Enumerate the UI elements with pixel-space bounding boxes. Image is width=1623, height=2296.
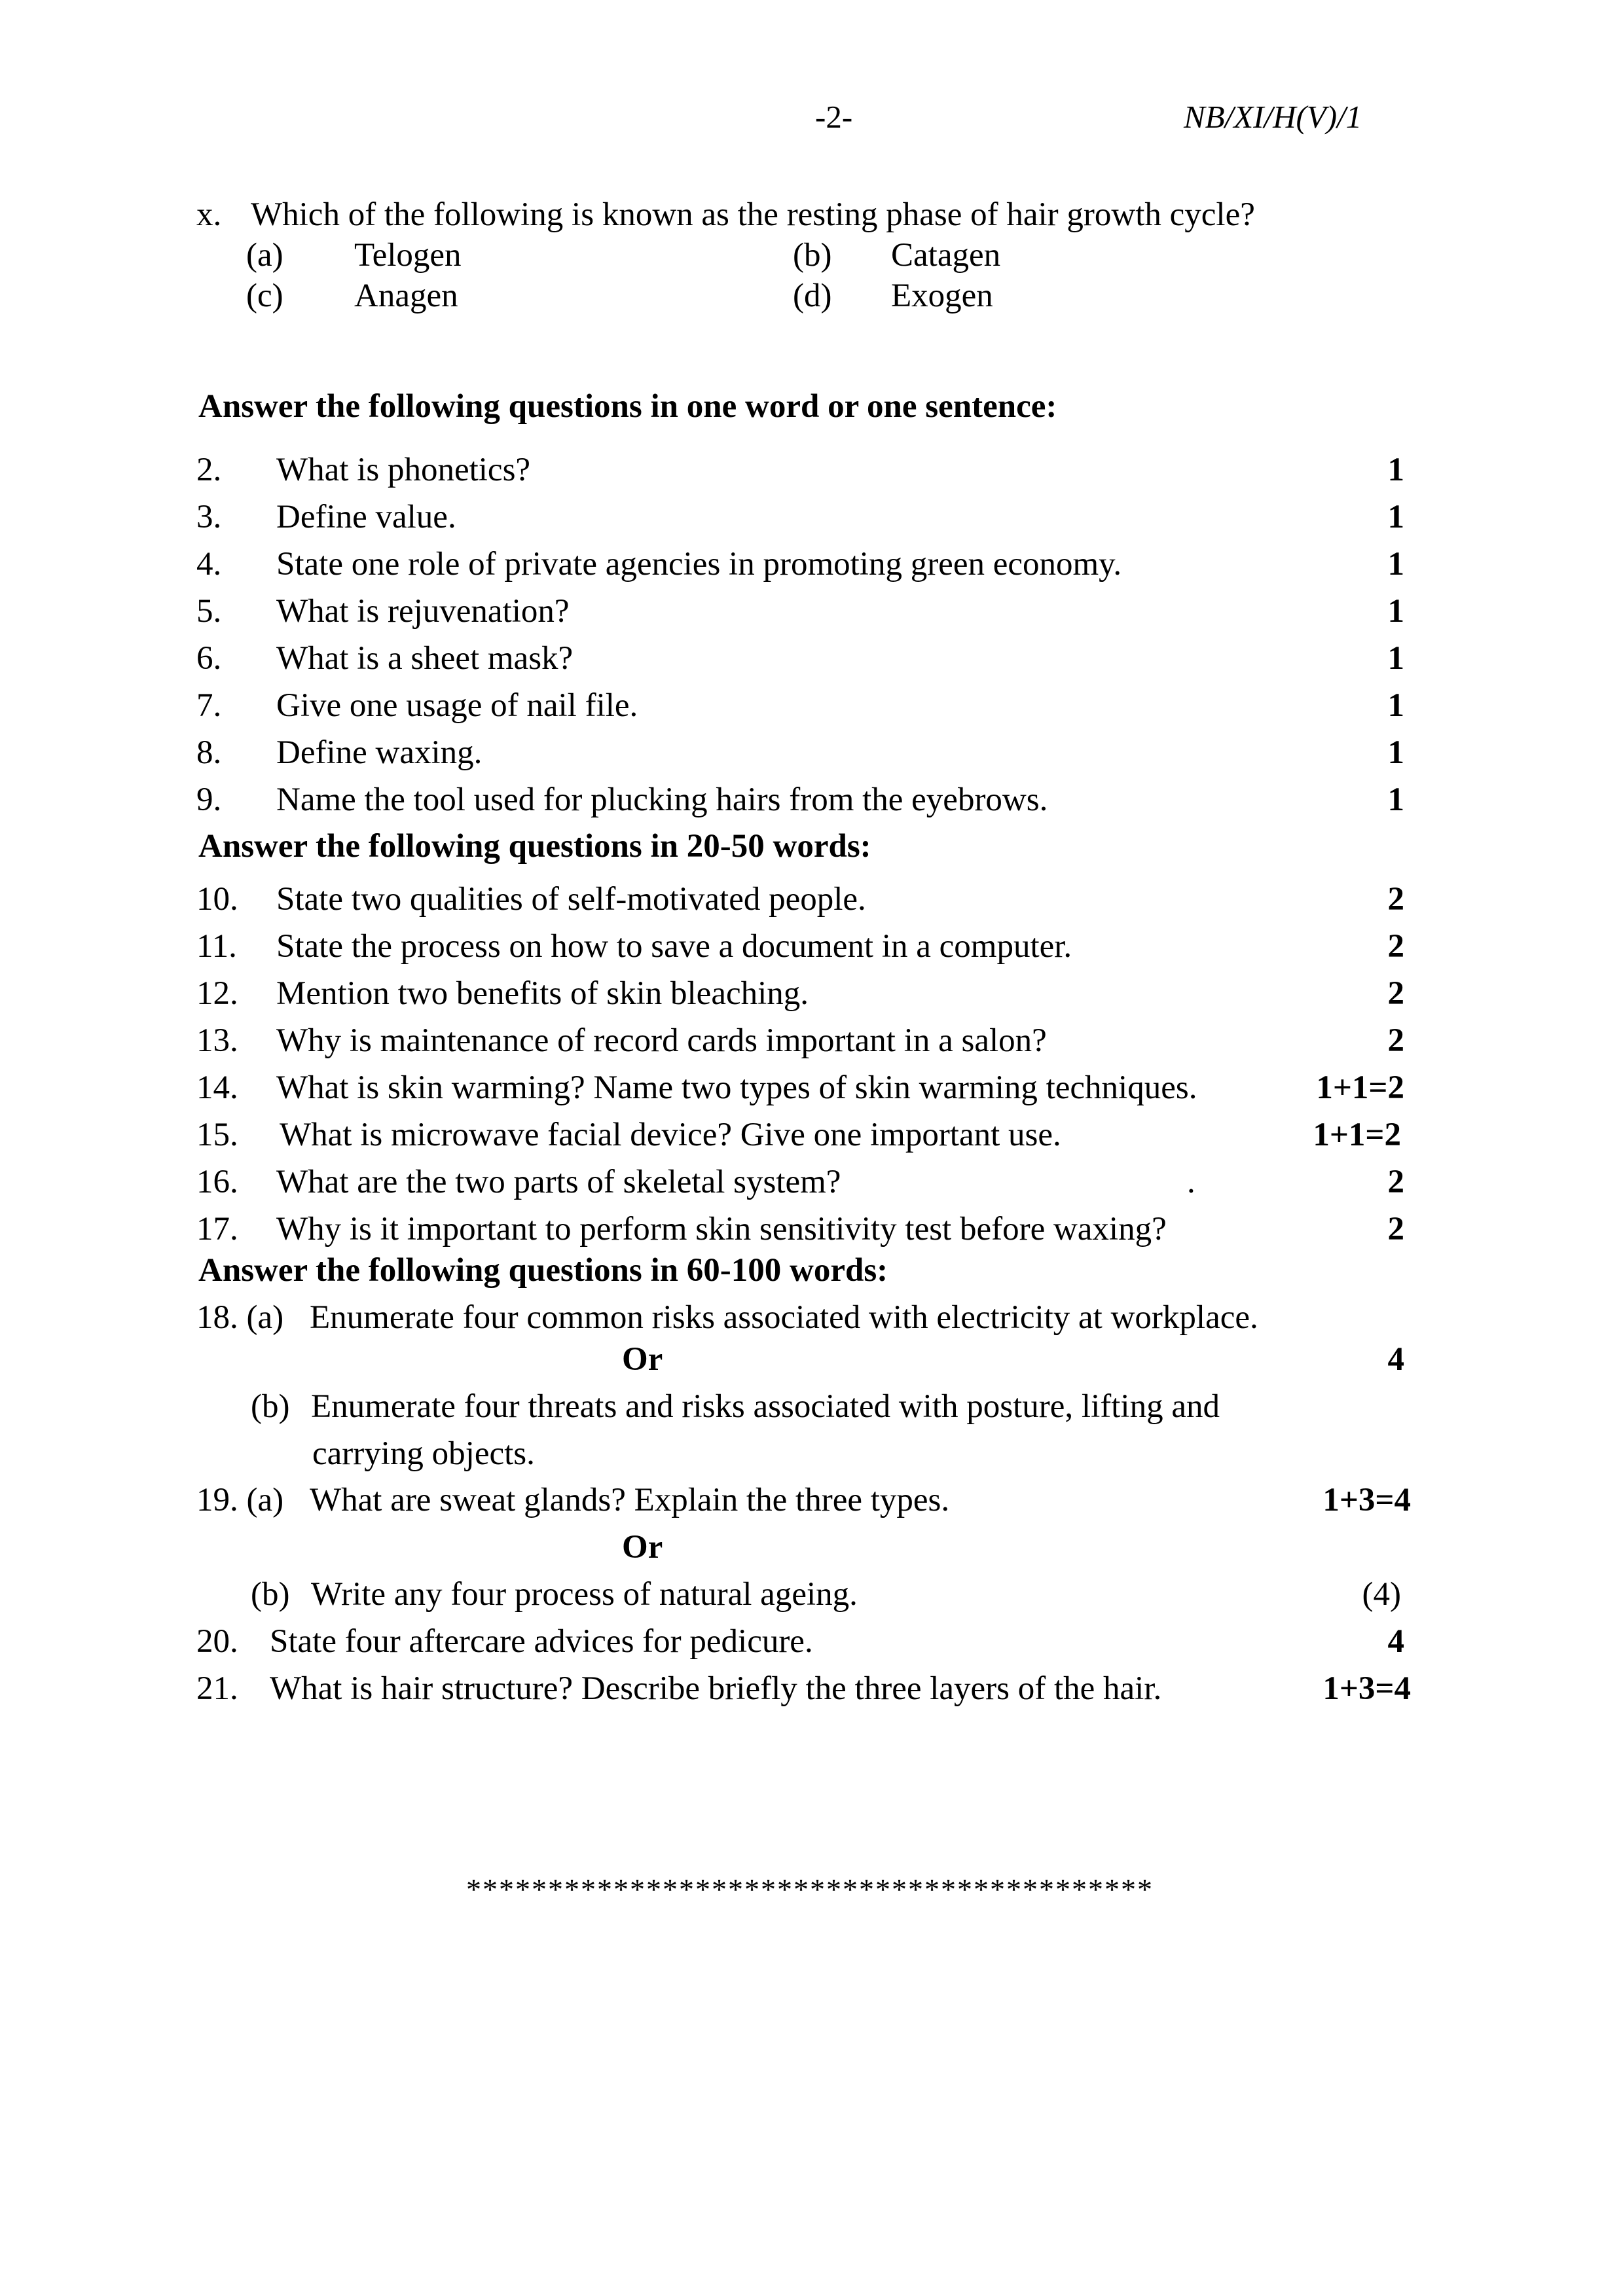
- or-divider: Or: [622, 1529, 663, 1566]
- question-marks: 1: [1387, 546, 1404, 583]
- question-text: Name the tool used for plucking hairs from the eyebrows.: [276, 781, 1048, 818]
- question-marks: (4): [1362, 1576, 1401, 1613]
- question-text: What is skin warming? Name two types of skin warming techniques.: [276, 1069, 1197, 1106]
- question-text: What are the two parts of skeletal system?: [276, 1164, 841, 1200]
- question-number: 10.: [196, 881, 238, 918]
- question-text: Enumerate four threats and risks associated with posture, lifting and: [311, 1388, 1220, 1425]
- option-label: (d): [793, 278, 832, 314]
- section-heading: Answer the following questions in 60-100 words:: [198, 1252, 888, 1289]
- question-text: State two qualities of self-motivated people.: [276, 881, 866, 918]
- option-label: (b): [251, 1388, 290, 1425]
- question-marks: 2: [1387, 1211, 1404, 1247]
- question-number: 9.: [196, 781, 222, 818]
- question-text: Enumerate four common risks associated with electricity at workplace.: [310, 1299, 1258, 1336]
- page-number: -2-: [815, 99, 853, 135]
- question-marks: 1: [1387, 734, 1404, 771]
- question-number: 18. (a): [196, 1299, 284, 1336]
- end-marker: ******************************************: [466, 1873, 1154, 1906]
- question-number: 15.: [196, 1117, 238, 1153]
- question-marks: 4: [1387, 1341, 1404, 1378]
- question-number: 20.: [196, 1623, 238, 1660]
- question-marks: 4: [1387, 1623, 1404, 1660]
- question-text: Mention two benefits of skin bleaching.: [276, 975, 809, 1012]
- question-marks: 1: [1387, 687, 1404, 724]
- question-number: 7.: [196, 687, 222, 724]
- question-text: Write any four process of natural ageing.: [311, 1576, 858, 1613]
- mcq-number: x.: [196, 196, 222, 233]
- question-number: 5.: [196, 593, 222, 630]
- question-marks: 1+1=2: [1313, 1117, 1401, 1153]
- question-number: 6.: [196, 640, 222, 677]
- question-number: 13.: [196, 1022, 238, 1059]
- question-text: State four aftercare advices for pedicure.: [270, 1623, 813, 1660]
- question-number: 3.: [196, 499, 222, 535]
- question-marks: 2: [1387, 928, 1404, 965]
- question-number: 11.: [196, 928, 237, 965]
- question-marks: 1+3=4: [1322, 1670, 1411, 1707]
- question-text: What are sweat glands? Explain the three types.: [310, 1482, 950, 1518]
- question-number: 19. (a): [196, 1482, 284, 1518]
- question-number: 8.: [196, 734, 222, 771]
- option-text: Anagen: [354, 278, 458, 314]
- question-marks: 2: [1387, 975, 1404, 1012]
- section-heading: Answer the following questions in 20-50 words:: [198, 828, 871, 865]
- question-marks: 2: [1387, 881, 1404, 918]
- option-label: (c): [246, 278, 283, 314]
- question-text: What is a sheet mask?: [276, 640, 574, 677]
- question-marks: 1: [1387, 593, 1404, 630]
- question-marks: 1: [1387, 499, 1404, 535]
- question-number: 12.: [196, 975, 238, 1012]
- question-number: 17.: [196, 1211, 238, 1247]
- question-text: What is rejuvenation?: [276, 593, 570, 630]
- question-text: State the process on how to save a document in a computer.: [276, 928, 1072, 965]
- option-label: (b): [793, 237, 832, 274]
- section-heading: Answer the following questions in one word or one sentence:: [198, 388, 1057, 425]
- question-number: 21.: [196, 1670, 238, 1707]
- mcq-question: Which of the following is known as the resting phase of hair growth cycle?: [251, 196, 1255, 233]
- question-text: State one role of private agencies in promoting green economy.: [276, 546, 1122, 583]
- question-text: What is microwave facial device? Give one important use.: [280, 1117, 1061, 1153]
- option-text: Exogen: [891, 278, 993, 314]
- question-text: What is phonetics?: [276, 452, 531, 488]
- stray-dot: .: [1187, 1164, 1195, 1200]
- question-number: 4.: [196, 546, 222, 583]
- question-text: What is hair structure? Describe briefly the three layers of the hair.: [270, 1670, 1162, 1707]
- question-text: Define waxing.: [276, 734, 483, 771]
- option-label: (a): [246, 237, 283, 274]
- question-marks: 1+1=2: [1316, 1069, 1404, 1106]
- question-marks: 1: [1387, 781, 1404, 818]
- or-divider: Or: [622, 1341, 663, 1378]
- question-number: 2.: [196, 452, 222, 488]
- option-text: Telogen: [354, 237, 462, 274]
- question-marks: 1+3=4: [1322, 1482, 1411, 1518]
- question-marks: 2: [1387, 1164, 1404, 1200]
- question-marks: 1: [1387, 452, 1404, 488]
- question-number: 16.: [196, 1164, 238, 1200]
- question-marks: 2: [1387, 1022, 1404, 1059]
- option-label: (b): [251, 1576, 290, 1613]
- question-text: Give one usage of nail file.: [276, 687, 638, 724]
- question-text: Define value.: [276, 499, 456, 535]
- question-text: Why is maintenance of record cards important in a salon?: [276, 1022, 1047, 1059]
- option-text: Catagen: [891, 237, 1001, 274]
- question-number: 14.: [196, 1069, 238, 1106]
- question-text-continued: carrying objects.: [312, 1435, 535, 1472]
- question-marks: 1: [1387, 640, 1404, 677]
- question-text: Why is it important to perform skin sensitivity test before waxing?: [276, 1211, 1167, 1247]
- paper-code: NB/XI/H(V)/1: [1184, 99, 1362, 135]
